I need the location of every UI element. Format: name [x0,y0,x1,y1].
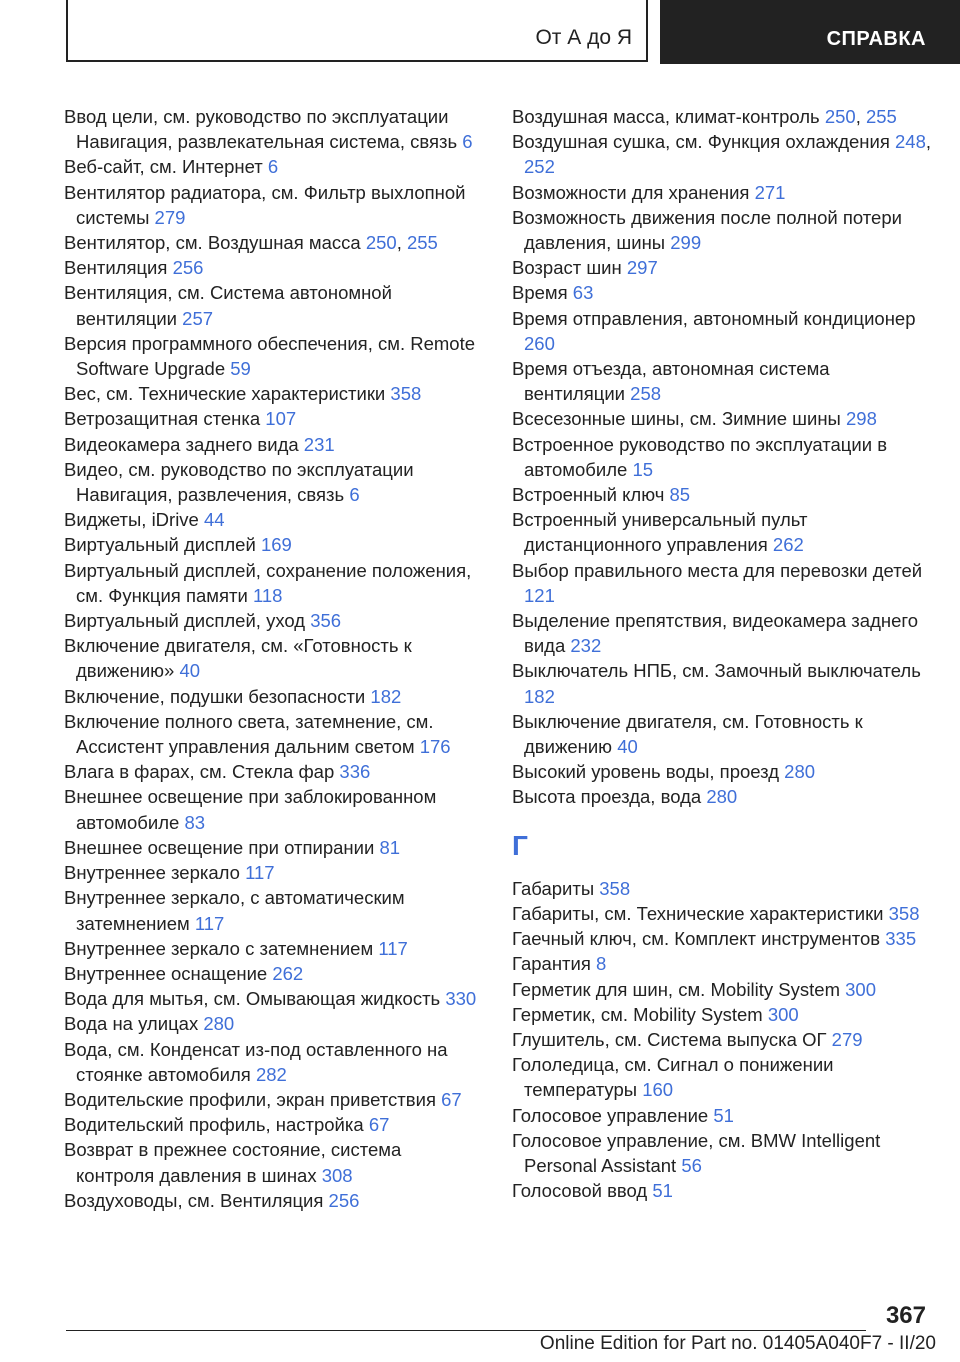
index-entry-text: Внутреннее оснащение [64,962,273,984]
index-entries-v [512,104,932,810]
index-entry-text: Выключение двигателя, см. Готовность к движению [512,710,863,758]
page-reference-link[interactable]: 298 [846,408,877,430]
index-entry-text: Вес, см. Технические характеристики [64,383,391,405]
index-entry-text: Всесезонные шины, см. Зимние шины [512,408,846,430]
index-entry [64,784,484,834]
index-entry [512,901,932,926]
page-reference-link[interactable]: 6 [462,131,473,153]
page-reference-link[interactable]: 252 [524,156,555,178]
index-entry-text: Включение, подушки безопасности [64,685,371,707]
page-reference-link[interactable]: 356 [310,610,342,632]
index-entry [64,709,484,759]
index-entry [512,1128,932,1178]
page-reference-link[interactable]: 51 [713,1104,734,1126]
index-entry [64,532,484,557]
page-reference-link[interactable]: 232 [570,635,602,657]
index-entry [512,784,932,809]
index-entry-text: Гаечный ключ, см. Комплект инструментов [512,928,886,950]
page-reference-link[interactable]: 107 [265,408,297,430]
index-entry: Воздушная сушка, см. Функция охлаждения 248, 252 [512,131,932,178]
page-reference-link[interactable]: 279 [831,1028,863,1050]
page-reference-link[interactable]: 336 [339,761,371,783]
index-entry-text: Виртуальный дисплей, уход [64,610,311,632]
index-entry [512,951,932,976]
index-entry [64,1087,484,1112]
index-entry [64,608,484,633]
page-reference-link[interactable]: 358 [390,383,422,405]
index-entry [64,406,484,431]
page-reference-link[interactable]: 248 [895,131,926,153]
index-entry-text: Габариты, см. Технические характеристики [512,902,889,924]
index-entry: Воздушная масса, климат-контроль 250, 255 [512,106,897,127]
index-entry-text: Видео, см. руководство по эксплуатации Навигация, развлечения, связь [64,458,414,506]
index-entry-text: Включение двигателя, см. «Готовность к движению» [64,635,412,682]
index-entry-text: Внутреннее зеркало с затемнением [64,937,379,959]
index-entry [64,633,484,683]
index-entry [64,280,484,330]
index-entry [64,860,484,885]
page-reference-link[interactable]: 6 [267,156,279,178]
footer-edition-text: Online Edition for Part no. 01405A040F7 - II/20 [539,1333,936,1354]
index-entry [64,1011,484,1036]
page-reference-link[interactable]: 250 [824,106,856,127]
page-reference-link[interactable]: 231 [303,433,335,455]
index-entry-text: Версия программного обеспечения, см. Remote Software Upgrade [64,332,476,380]
page-reference-link[interactable]: 67 [368,1114,390,1136]
index-entry [64,331,484,381]
index-entry-text: Выделение препятствия, видеокамера заднего вида [512,610,918,657]
index-entry [512,180,932,205]
index-entry [64,180,484,230]
index-entry [512,482,932,507]
page-reference-link[interactable]: 182 [370,685,402,707]
index-entry-text: Внутреннее зеркало [64,862,246,884]
index-entry-text: Видеокамера заднего вида [64,433,304,455]
index-entry [512,1002,932,1027]
index-entry [512,406,932,431]
page-reference-link[interactable]: 280 [203,1013,235,1035]
page-reference-link[interactable]: 67 [441,1088,462,1110]
page-reference-link[interactable]: 282 [255,1063,287,1085]
index-entry [512,876,932,901]
page-reference-link[interactable]: 330 [445,988,477,1010]
index-entry-text: Ввод цели, см. руководство по эксплуатации Навигация, развлекательная система, связь [64,106,463,153]
page-reference-link[interactable]: 182 [524,685,555,707]
page-reference-link[interactable]: 63 [572,282,594,304]
page-reference-link[interactable]: 280 [784,761,816,783]
index-entry-text: Воздушная сушка, см. Функция охлаждения [512,131,895,153]
page-reference-link[interactable]: 271 [754,181,786,203]
index-entry [512,1103,932,1128]
index-entry-text: Время отправления, автономный кондиционер [512,307,916,329]
page-reference-link[interactable]: 297 [626,257,658,279]
page-header [0,0,960,64]
index-entry-text: Возможность движения после полной потери давления, шины [512,206,902,254]
index-entry-text: Веб-сайт, см. Интернет [64,156,268,178]
index-entry [512,306,932,356]
page-reference-link[interactable]: 83 [184,811,206,833]
index-entry [64,986,484,1011]
index-entry-text: Высота проезда, вода [512,786,707,808]
index-entry-text: Герметик, см. Mobility System [512,1003,768,1025]
index-entry [64,1188,484,1213]
page-reference-link[interactable]: 256 [172,257,204,279]
index-entry-text: Вентилятор, см. Воздушная масса [64,232,366,254]
page-reference-link[interactable]: 51 [652,1180,673,1202]
index-entry [64,1137,484,1187]
index-entry [64,154,484,179]
page-reference-link[interactable]: 250 [365,232,397,254]
section-tab-a-to-z [66,0,648,62]
index-entry: Вентилятор, см. Воздушная масса 250, 255 [64,232,438,254]
page-reference-link[interactable]: 256 [328,1189,360,1211]
page-reference-link[interactable]: 56 [681,1154,702,1176]
index-entry-text: Выключатель НПБ, см. Замочный выключатель [512,660,921,682]
index-entry-text: Время отъезда, автономная система вентиляции [512,358,830,405]
page-reference-link[interactable]: 40 [179,660,201,682]
index-entry-text: Включение полного света, затемнение, см. Ассистент управления дальним светом [64,710,434,758]
index-entry-text: Встроенное руководство по эксплуатации в автомобиле [512,433,888,480]
index-entry [64,1037,484,1087]
index-entry-text: Водительский профиль, настройка [64,1114,369,1136]
index-entry-text: Габариты [512,877,600,899]
index-entry [64,507,484,532]
index-entry-text: Гололедица, см. Сигнал о понижении температуры [512,1054,834,1101]
page-reference-link[interactable]: 44 [204,509,225,531]
index-entry [512,255,932,280]
page-reference-link[interactable]: 260 [524,332,555,354]
index-entry-text: Внутреннее зеркало, с автоматическим затемнением [64,887,405,934]
index-entry-text: Возврат в прежнее состояние, система контроля давления в шинах [64,1139,402,1186]
index-entry-text: Встроенный универсальный пульт дистанционного управления [512,509,808,556]
index-entry-text: Виртуальный дисплей [64,534,261,556]
page-reference-link[interactable]: 280 [706,786,738,808]
page-reference-link[interactable]: 300 [767,1003,799,1025]
index-entry-text: Виджеты, iDrive [64,509,204,531]
index-entry-text: Внешнее освещение при отпирании [64,836,380,858]
page-reference-link[interactable]: 358 [888,902,920,924]
index-column-left [64,104,484,1213]
index-entry [512,658,932,708]
chapter-tab-reference [660,0,960,64]
index-entry [512,356,932,406]
page-reference-link[interactable]: 40 [617,736,638,758]
page-reference-link[interactable]: 15 [632,458,654,480]
index-entry [64,759,484,784]
index-entry [512,432,932,482]
index-entry-text: Высокий уровень воды, проезд [512,761,785,783]
index-entry-text: Вода на улицах [64,1013,204,1035]
index-entry [64,936,484,961]
index-entry-text: Вода для мытья, см. Омывающая жидкость [64,988,446,1010]
page-reference-link[interactable]: 118 [252,584,283,606]
page-reference-link[interactable]: 176 [419,736,451,758]
section-tab-label: От А до Я [535,26,632,49]
index-entry [64,835,484,860]
index-entry [64,961,484,986]
page-reference-link[interactable]: 300 [845,978,877,1000]
index-entry [64,1112,484,1137]
index-entry [64,457,484,507]
page-number: 367 [885,1302,926,1329]
section-letter-heading: Г [512,829,528,861]
index-entry-text: Глушитель, см. Система выпуска ОГ [512,1028,832,1050]
footer-divider [66,1330,866,1331]
page-reference-link[interactable]: 6 [349,484,360,506]
index-entry-text: Встроенный ключ [512,484,670,506]
page-reference-link[interactable]: 160 [642,1079,674,1101]
index-entry-text: Голосовое управление [512,1104,714,1126]
index-entry-text: Водительские профили, экран приветствия [64,1088,442,1110]
page-reference-link[interactable]: 117 [245,862,275,884]
page-reference-link[interactable]: 59 [230,358,251,380]
index-entry-text: Влага в фарах, см. Стекла фар [64,761,340,783]
page-reference-link[interactable]: 262 [772,534,804,556]
page-reference-link[interactable]: 299 [670,232,702,254]
page-reference-link[interactable]: 258 [630,383,662,405]
page-reference-link[interactable]: 81 [379,836,401,858]
index-entry-text: Внешнее освещение при заблокированном автомобиле [64,786,437,833]
index-entry [512,926,932,951]
index-entry [512,1052,932,1102]
index-column-right [512,104,932,1203]
index-entry-text: Гарантия [512,953,597,975]
index-entry [64,885,484,935]
page-reference-link[interactable]: 117 [378,937,408,959]
page-reference-link[interactable]: 262 [272,962,304,984]
index-entry [512,1027,932,1052]
index-entry [512,759,932,784]
index-entry [64,255,484,280]
index-entry [512,1178,932,1203]
index-entry-text: Вентиляция, см. Система автономной вентиляции [64,282,392,329]
page-reference-link[interactable]: 308 [321,1164,353,1186]
page-reference-link[interactable]: 169 [260,534,292,556]
index-entries-g [512,876,932,1204]
page-reference-link[interactable]: 255 [406,232,438,254]
index-entry [512,280,932,305]
index-entry-text: Время [512,282,573,304]
index-entry-text: Вентиляция [64,257,173,279]
index-entry-text: Ветрозащитная стенка [64,408,266,430]
page-reference-link[interactable]: 85 [669,484,691,506]
page-reference-link[interactable]: 279 [154,206,186,228]
index-entry [512,977,932,1002]
page-reference-link[interactable]: 8 [596,953,607,975]
index-entry-text: Возраст шин [512,257,627,279]
index-entry-text: Виртуальный дисплей, сохранение положения, см. Функция памяти [64,559,472,606]
index-entry-text: Возможности для хранения [512,181,755,203]
index-entry-text: Выбор правильного места для перевозки детей [512,559,923,581]
page-reference-link[interactable]: 358 [599,877,631,899]
index-entry-text: Герметик для шин, см. Mobility System [512,978,846,1000]
page-reference-link[interactable]: 257 [182,307,214,329]
page-reference-link[interactable]: 255 [865,106,897,127]
index-entry [64,558,484,608]
index-entry [512,558,932,608]
index-entry-text: Голосовой ввод [512,1180,653,1202]
index-entry [64,381,484,406]
index-entry [64,104,484,154]
index-entry [512,608,932,658]
page-reference-link[interactable]: 121 [524,584,555,606]
index-entry [512,709,932,759]
index-entry-text: Голосовое управление, см. BMW Intelligent Personal Assistant [512,1129,881,1176]
index-entry-text: Вода, см. Конденсат из-под оставленного на стоянке автомобиля [64,1038,448,1085]
index-entry [64,432,484,457]
index-entry [512,205,932,255]
page-reference-link[interactable]: 117 [194,912,225,934]
index-entry-text: Вентилятор радиатора, см. Фильтр выхлопной системы [64,181,466,228]
chapter-tab-label: СПРАВКА [826,28,926,50]
page-reference-link[interactable]: 335 [885,928,917,950]
index-entry [512,507,932,557]
index-entry [64,684,484,709]
index-entry-text: Воздушная масса, климат-контроль [512,106,825,127]
index-entry-text: Воздуховоды, см. Вентиляция [64,1189,329,1211]
